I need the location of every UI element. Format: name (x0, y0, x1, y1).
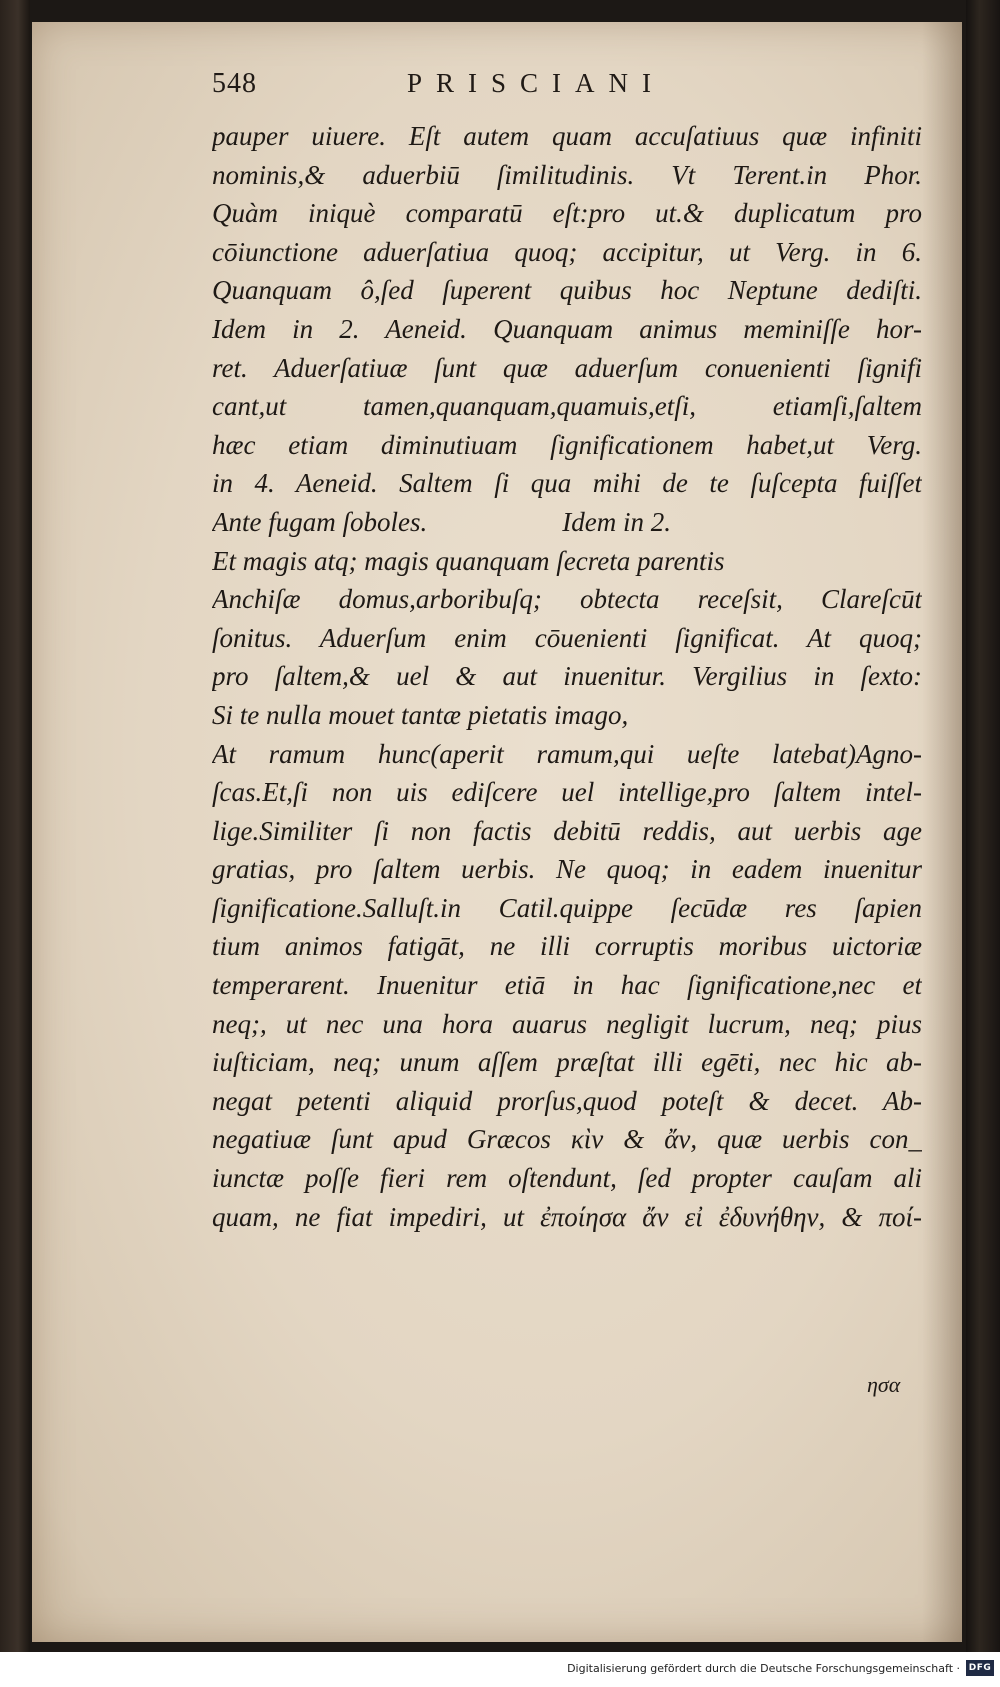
text-line: nominis,& aduerbiū ſimilitudinis. Vt Terent.in Phor. (212, 159, 922, 190)
text-line: Quanquam ô,ſed ſuperent quibus hoc Neptune dediſti. (212, 275, 922, 306)
text-line: At ramum hunc(aperit ramum,qui ueſte latebat)Agno- (212, 738, 922, 769)
text-line: pro ſaltem,& uel & aut inuenitur. Vergilius in ſexto: (212, 661, 922, 692)
text-block (212, 117, 922, 1236)
running-title: PRISCIANI (407, 68, 666, 98)
text-line: ſcas.Et,ſi non uis ediſcere uel intellige,pro ſaltem intel- (212, 777, 922, 808)
funding-credit: Digitalisierung gefördert durch die Deutsche Forschungsgemeinschaft · (567, 1662, 960, 1675)
text-line: lige.Similiter ſi non factis debitū reddis, aut uerbis age (212, 815, 922, 846)
dfg-logo-icon: DFG (966, 1660, 994, 1676)
text-line: temperarent. Inuenitur etiā in hac ſignificatione,nec et (212, 970, 922, 1001)
text-line: neq;, ut nec una hora auarus negligit lucrum, neq; pius (212, 1008, 922, 1039)
verse-line: Si te nulla mouet tantæ pietatis imago, (212, 699, 629, 730)
text-line: negatiuæ ſunt apud Græcos κὶν & ἄν, quæ uerbis con_ (212, 1124, 922, 1155)
book-cover-right-edge (966, 0, 1000, 1687)
text-line: Quàm iniquè comparatū eſt:pro ut.& duplicatum pro (212, 198, 922, 229)
running-head (212, 68, 772, 108)
text-line: Anchiſæ domus,arboribuſq; obtecta receſsit, Clareſcūt (212, 584, 922, 615)
text-line: iuſticiam, neq; unum aſſem præſtat illi egēti, nec hic ab- (212, 1047, 922, 1078)
text-line: tium animos fatigāt, ne illi corruptis moribus uictoriæ (212, 931, 922, 962)
text-line: in 4. Aeneid. Saltem ſi qua mihi de te ſuſcepta fuiſſet (212, 468, 922, 499)
book-page (32, 22, 962, 1642)
gutter-shadow (922, 22, 962, 1642)
footer-bar (0, 1652, 1000, 1687)
text-line: Idem in 2. Aeneid. Quanquam animus meminiſſe hor- (212, 313, 922, 344)
text-line: pauper uiuere. Eſt autem quam accuſatiuus quæ infiniti (212, 121, 922, 151)
text-line: ret. Aduerſatiuæ ſunt quæ aduerſum conuenienti ſignifi (212, 352, 922, 383)
text-line: ſonitus. Aduerſum enim cōuenienti ſignificat. At quoq; (212, 622, 922, 653)
text-line: negat petenti aliquid prorſus,quod poteſt & decet. Ab- (212, 1085, 922, 1116)
text-line: hæc etiam diminutiuam ſignificationem habet,ut Verg. (212, 429, 922, 460)
book-cover-left-edge (0, 0, 30, 1687)
catchword: ησα (867, 1372, 901, 1397)
text-line: cōiunctione aduerſatiua quoq; accipitur, ut Verg. in 6. (212, 236, 922, 267)
verse-line: Et magis atq; magis quanquam ſecreta parentis (212, 545, 725, 576)
text-line: ſignificatione.Salluſt.in Catil.quippe ſecūdæ res ſapien (212, 892, 922, 923)
text-line: quam, ne fiat impediri, ut ἐποίησα ἄν εἰ ἐδυνήθην, & ποί- (212, 1201, 922, 1232)
text-line: gratias, pro ſaltem uerbis. Ne quoq; in eadem inuenitur (212, 854, 922, 885)
text-line: Ante fugam ſoboles. Idem in 2. (212, 506, 671, 537)
page-number: 548 (212, 68, 257, 99)
text-line: cant,ut tamen,quanquam,quamuis,etſi, etiamſi,ſaltem (212, 391, 922, 422)
text-line: iunctæ poſſe fieri rem oſtendunt, ſed propter cauſam ali (212, 1163, 922, 1194)
